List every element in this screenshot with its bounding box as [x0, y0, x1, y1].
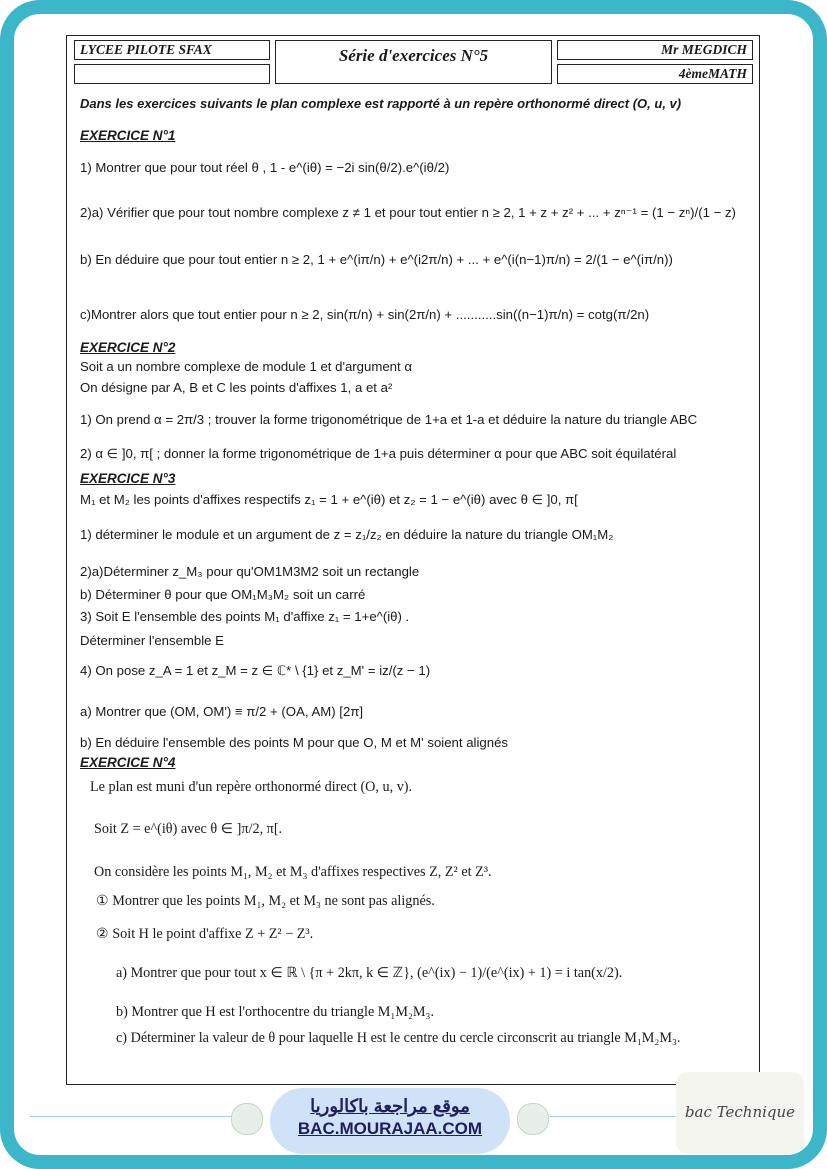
ex3-line-1: M₁ et M₂ les points d'affixes respectifs z₁ = 1 + e^(iθ) et z₂ = 1 − e^(iθ) avec θ ∈ ]0, π[ [80, 492, 578, 507]
footer-arabic-text: موقع مراجعة باكالوريا [310, 1096, 470, 1116]
ex2-line-2: On désigne par A, B et C les points d'affixes 1, a et a² [80, 380, 393, 395]
exercise-1-title: EXERCICE N°1 [80, 128, 176, 143]
ex2-question-1: 1) On prend α = 2π/3 ; trouver la forme trigonométrique de 1+a et 1-a et déduire la nature du triangle ABC [80, 412, 698, 427]
intro-text: Dans les exercices suivants le plan complexe est rapporté à un repère orthonormé direct (O, u, v) [80, 96, 682, 111]
ex3-question-3: 3) Soit E l'ensemble des points M₁ d'affixe z₁ = 1+e^(iθ) . [80, 609, 410, 624]
ex4-line-3: On considère les points M₁, M₂ et M₃ d'affixes respectives Z, Z² et Z³. [94, 864, 492, 880]
exercise-3-title: EXERCICE N°3 [80, 471, 176, 486]
ex4-question-1: ① Montrer que les points M₁, M₂ et M₃ ne sont pas alignés. [96, 893, 435, 909]
footer-link[interactable] [270, 1088, 510, 1154]
ex4-question-2b: b) Montrer que H est l'orthocentre du triangle M₁M₂M₃. [116, 1004, 435, 1020]
logo-icon-right [517, 1103, 549, 1135]
footer-rule-left [30, 1116, 240, 1117]
ex4-question-2c: c) Déterminer la valeur de θ pour laquelle H est le centre du cercle circonscrit au triangle M₁M₂M₃. [116, 1030, 681, 1046]
bac-technique-logo: bac Technique [676, 1072, 804, 1154]
ex3-question-1: 1) déterminer le module et un argument de z = z₁/z₂ en déduire la nature du triangle OM₁M₂ [80, 527, 614, 542]
footer-rule-right [550, 1116, 680, 1117]
class-level: 4èmeMATH [557, 64, 753, 84]
ex3-question-2b: b) Déterminer θ pour que OM₁M₃M₂ soit un carré [80, 587, 366, 602]
exercise-4-title: EXERCICE N°4 [80, 755, 176, 770]
ex4-line-1: Le plan est muni d'un repère orthonormé direct (O, u, v). [90, 779, 413, 795]
ex1-question-2c: c)Montrer alors que tout entier pour n ≥ 2, sin(π/n) + sin(2π/n) + ...........sin((n−1)π/n) = cotg(π/2n) [80, 307, 650, 322]
exercise-2-title: EXERCICE N°2 [80, 340, 176, 355]
teacher-name: Mr MEGDICH [557, 40, 753, 60]
ex3-question-3-cont: Déterminer l'ensemble E [80, 633, 224, 648]
ex4-question-2: ② Soit H le point d'affixe Z + Z² − Z³. [96, 926, 314, 942]
ex1-question-1: 1) Montrer que pour tout réel θ , 1 - e^(iθ) = −2i sin(θ/2).e^(iθ/2) [80, 160, 450, 175]
ex4-question-2a: a) Montrer que pour tout x ∈ ℝ \ {π + 2kπ, k ∈ ℤ}, (e^(ix) − 1)/(e^(ix) + 1) = i tan(x/2). [116, 965, 623, 981]
ex3-question-4: 4) On pose z_A = 1 et z_M = z ∈ ℂ* \ {1} et z_M' = iz/(z − 1) [80, 663, 431, 678]
ex4-line-2: Soit Z = e^(iθ) avec θ ∈ ]π/2, π[. [94, 821, 283, 837]
empty-header-box [74, 64, 270, 84]
ex1-question-2a: 2)a) Vérifier que pour tout nombre complexe z ≠ 1 et pour tout entier n ≥ 2, 1 + z + z² + ... + zⁿ⁻¹ = (1 − zⁿ)/(1 − z) [80, 205, 736, 220]
ex3-question-4b: b) En déduire l'ensemble des points M pour que O, M et M' soient alignés [80, 735, 508, 750]
page-title: Série d'exercices N°5 [275, 40, 552, 84]
ex2-line-1: Soit a un nombre complexe de module 1 et d'argument α [80, 359, 412, 374]
ex3-question-2a: 2)a)Déterminer z_M₃ pour qu'OM1M3M2 soit un rectangle [80, 564, 420, 579]
ex2-question-2: 2) α ∈ ]0, π[ ; donner la forme trigonométrique de 1+a puis déterminer α pour que ABC soit équilatéral [80, 446, 677, 461]
logo-icon-left [231, 1103, 263, 1135]
footer-url[interactable]: BAC.MOURAJAA.COM [297, 1119, 483, 1138]
school-name: LYCEE PILOTE SFAX [74, 40, 270, 60]
ex3-question-4a: a) Montrer que (OM, OM') ≡ π/2 + (OA, AM) [2π] [80, 704, 364, 719]
ex1-question-2b: b) En déduire que pour tout entier n ≥ 2, 1 + e^(iπ/n) + e^(i2π/n) + ... + e^(i(n−1)π/n) = 2/(1 − e^(iπ/n)) [80, 252, 673, 267]
